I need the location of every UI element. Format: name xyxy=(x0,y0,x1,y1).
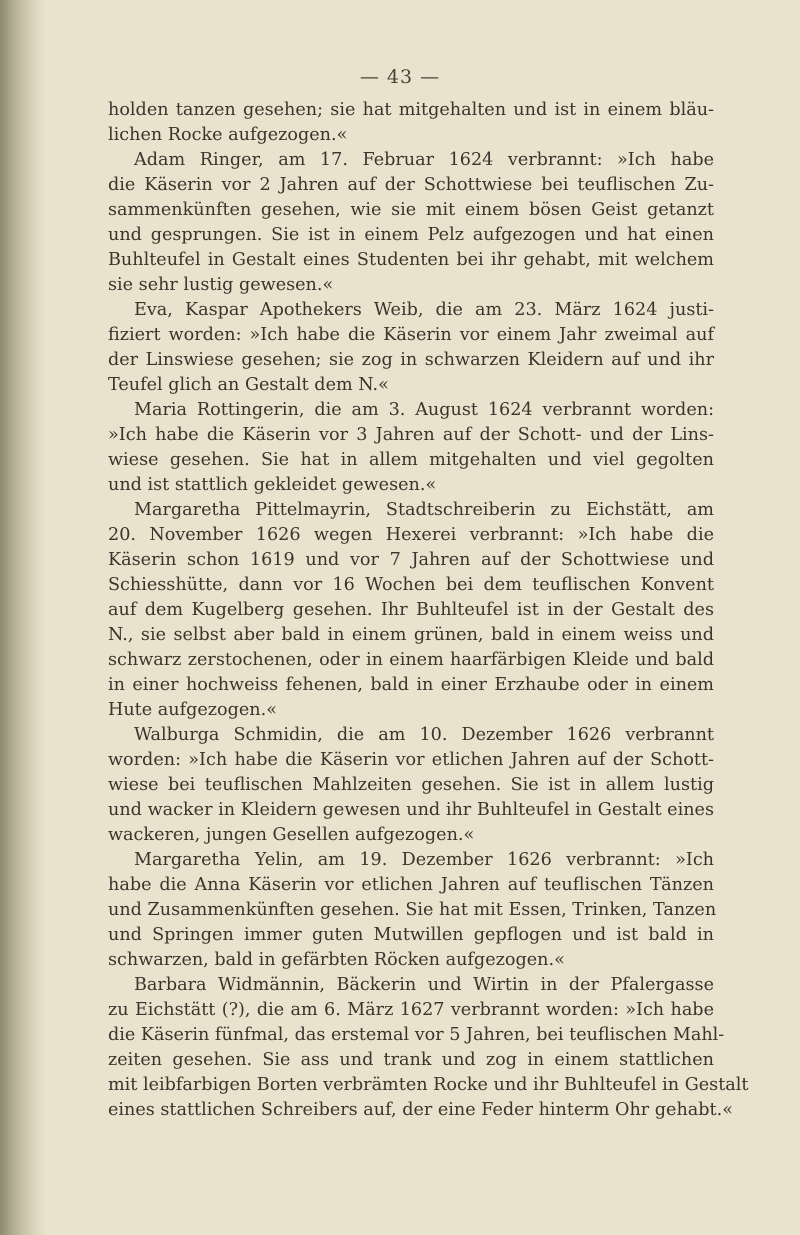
text-line: sammenkünften gesehen, wie sie mit einem bösen Geist getanzt xyxy=(108,200,714,220)
text-line: und gesprungen. Sie ist in einem Pelz aufgezogen und hat einen xyxy=(108,225,714,245)
text-line: Buhlteufel in Gestalt eines Studenten bei ihr gehabt, mit welchem xyxy=(108,250,714,270)
text-line: sie sehr lustig gewesen.« xyxy=(108,275,334,295)
text-line: worden: »Ich habe die Käserin vor etlichen Jahren auf der Schott- xyxy=(108,750,714,770)
text-line: mit leibfarbigen Borten verbrämten Rocke und ihr Buhlteufel in Gestalt xyxy=(108,1075,749,1095)
text-line: habe die Anna Käserin vor etlichen Jahren auf teuflischen Tänzen xyxy=(108,875,714,895)
page-number: — 43 — xyxy=(359,66,441,88)
text-line: holden tanzen gesehen; sie hat mitgehalten und ist in einem bläu- xyxy=(108,100,714,120)
text-line: Schiesshütte, dann vor 16 Wochen bei dem teuflischen Konvent xyxy=(108,575,714,595)
text-line: die Käserin fünfmal, das erstemal vor 5 Jahren, bei teuflischen Mahl- xyxy=(108,1025,725,1045)
paragraph-start-line: Maria Rottingerin, die am 3. August 1624 verbrannt worden: xyxy=(134,400,714,420)
text-line: der Linswiese gesehen; sie zog in schwarzen Kleidern auf und ihr xyxy=(108,350,714,370)
body-text xyxy=(108,98,749,1123)
text-line: schwarzen, bald in gefärbten Röcken aufgezogen.« xyxy=(108,950,565,970)
text-line: Hute aufgezogen.« xyxy=(108,700,277,720)
text-line: wiese bei teuflischen Mahlzeiten gesehen. Sie ist in allem lustig xyxy=(108,775,714,795)
text-line: wiese gesehen. Sie hat in allem mitgehalten und viel gegolten xyxy=(108,450,714,470)
text-line: und wacker in Kleidern gewesen und ihr Buhlteufel in Gestalt eines xyxy=(108,800,714,820)
text-line: lichen Rocke aufgezogen.« xyxy=(108,125,348,145)
text-line: wackeren, jungen Gesellen aufgezogen.« xyxy=(108,825,475,845)
text-line: zeiten gesehen. Sie ass und trank und zog in einem stattlichen xyxy=(108,1050,714,1070)
paragraph-start-line: Margaretha Yelin, am 19. Dezember 1626 verbrannt: »Ich xyxy=(134,850,714,870)
paragraph-start-line: Adam Ringer, am 17. Februar 1624 verbrannt: »Ich habe xyxy=(134,150,714,170)
text-line: eines stattlichen Schreibers auf, der eine Feder hinterm Ohr gehabt.« xyxy=(108,1100,733,1120)
text-line: die Käserin vor 2 Jahren auf der Schottwiese bei teuflischen Zu- xyxy=(108,175,714,195)
paragraph-start-line: Walburga Schmidin, die am 10. Dezember 1626 verbrannt xyxy=(134,725,714,745)
text-line: in einer hochweiss fehenen, bald in einer Erzhaube oder in einem xyxy=(108,675,714,695)
paragraph-start-line: Margaretha Pittelmayrin, Stadtschreiberin zu Eichstätt, am xyxy=(134,500,714,520)
text-line: Teufel glich an Gestalt dem N.« xyxy=(108,375,389,395)
text-line: N., sie selbst aber bald in einem grünen, bald in einem weiss und xyxy=(108,625,714,645)
text-line: zu Eichstätt (?), die am 6. März 1627 verbrannt worden: »Ich habe xyxy=(108,1000,714,1020)
text-line: Käserin schon 1619 und vor 7 Jahren auf der Schottwiese und xyxy=(108,550,714,570)
text-line: auf dem Kugelberg gesehen. Ihr Buhlteufel ist in der Gestalt des xyxy=(108,600,714,620)
text-line: 20. November 1626 wegen Hexerei verbrannt: »Ich habe die xyxy=(108,525,714,545)
page-gutter-shadow xyxy=(0,0,46,1235)
paragraph-start-line: Barbara Widmännin, Bäckerin und Wirtin in der Pfalergasse xyxy=(134,975,714,995)
text-line: schwarz zerstochenen, oder in einem haarfärbigen Kleide und bald xyxy=(108,650,714,670)
text-line: »Ich habe die Käserin vor 3 Jahren auf der Schott- und der Lins- xyxy=(108,425,714,445)
text-line: fiziert worden: »Ich habe die Käserin vor einem Jahr zweimal auf xyxy=(108,325,714,345)
paragraph-start-line: Eva, Kaspar Apothekers Weib, die am 23. März 1624 justi- xyxy=(134,300,714,320)
text-line: und Springen immer guten Mutwillen gepflogen und ist bald in xyxy=(108,925,714,945)
text-line: und ist stattlich gekleidet gewesen.« xyxy=(108,475,437,495)
text-line: und Zusammenkünften gesehen. Sie hat mit Essen, Trinken, Tanzen xyxy=(108,900,717,920)
